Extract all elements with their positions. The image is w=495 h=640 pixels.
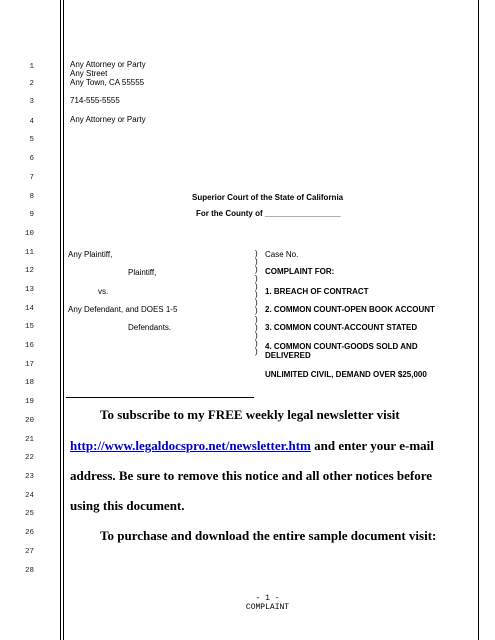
line-number: 5 xyxy=(29,136,34,144)
notice-line: address. Be sure to remove this notice and all other notices before xyxy=(70,468,433,483)
line-number: 22 xyxy=(24,454,34,462)
court-name: Superior Court of the State of California xyxy=(192,193,344,202)
line-number: 27 xyxy=(24,548,34,556)
line-number: 3 xyxy=(29,98,34,106)
cause-of-action: 1. BREACH OF CONTRACT xyxy=(265,287,369,296)
footer-title: COMPLAINT xyxy=(245,603,290,612)
line-number: 10 xyxy=(24,230,34,238)
right-margin-rule xyxy=(478,0,479,640)
page-number: - 1 - xyxy=(255,594,280,603)
line-number: 26 xyxy=(24,529,34,537)
line-number: 14 xyxy=(24,305,34,313)
notice-line: using this document. xyxy=(70,498,185,513)
line-number: 7 xyxy=(29,174,34,182)
notice-line: To purchase and download the entire sample document visit: xyxy=(100,528,437,543)
line-number: 18 xyxy=(24,379,34,387)
jurisdiction-note: UNLIMITED CIVIL, DEMAND OVER $25,000 xyxy=(265,370,427,379)
line-number: 12 xyxy=(24,267,34,275)
line-number: 13 xyxy=(24,286,34,294)
versus: vs. xyxy=(98,287,109,296)
caption-divider xyxy=(66,397,254,398)
line-number: 1 xyxy=(29,63,34,71)
court-county: For the County of _________________ xyxy=(196,209,341,218)
line-number: 21 xyxy=(24,436,34,444)
plaintiff-role: Plaintiff, xyxy=(128,268,157,277)
newsletter-link[interactable]: http://www.legaldocspro.net/newsletter.htm xyxy=(70,438,311,453)
notice-line xyxy=(70,438,434,454)
attorney-city: Any Town, CA 55555 xyxy=(70,78,145,87)
line-number: 6 xyxy=(29,155,34,163)
line-number: 11 xyxy=(24,249,34,257)
line-number: 16 xyxy=(24,342,34,350)
line-number: 8 xyxy=(29,193,34,201)
case-number: Case No. xyxy=(265,250,299,259)
line-number: 28 xyxy=(24,567,34,575)
plaintiff-name: Any Plaintiff, xyxy=(68,250,113,259)
cause-of-action: 4. COMMON COUNT-GOODS SOLD AND xyxy=(265,342,418,351)
line-number: 15 xyxy=(24,323,34,331)
line-number: 25 xyxy=(24,510,34,518)
notice-text: and enter your e-mail xyxy=(310,438,434,453)
line-number: 19 xyxy=(24,398,34,406)
line-number: 4 xyxy=(29,118,34,126)
line-number: 9 xyxy=(29,211,34,219)
cause-of-action: 3. COMMON COUNT-ACCOUNT STATED xyxy=(265,323,418,332)
line-number: 24 xyxy=(24,492,34,500)
left-margin-rule-inner xyxy=(63,0,64,640)
attorney-name: Any Attorney or Party xyxy=(70,60,146,69)
line-number: 2 xyxy=(29,80,34,88)
attorney-phone: 714-555-5555 xyxy=(70,96,120,105)
line-number: 20 xyxy=(24,417,34,425)
complaint-for: COMPLAINT FOR: xyxy=(265,267,335,276)
left-margin-rule xyxy=(60,0,61,640)
caption-parens: ) ) ) ) ) ) ) ) ) ) ) ) ) xyxy=(255,249,258,357)
line-number: 17 xyxy=(24,361,34,369)
notice-line: To subscribe to my FREE weekly legal newsletter visit xyxy=(100,407,400,422)
defendant-name: Any Defendant, and DOES 1-5 xyxy=(68,305,178,314)
cause-of-action: 2. COMMON COUNT-OPEN BOOK ACCOUNT xyxy=(265,305,435,314)
defendant-role: Defendants. xyxy=(128,323,172,332)
attorney-for: Any Attorney or Party xyxy=(70,115,146,124)
attorney-street: Any Street xyxy=(70,69,108,78)
cause-of-action-cont: DELIVERED xyxy=(265,351,311,360)
line-number: 23 xyxy=(24,473,34,481)
